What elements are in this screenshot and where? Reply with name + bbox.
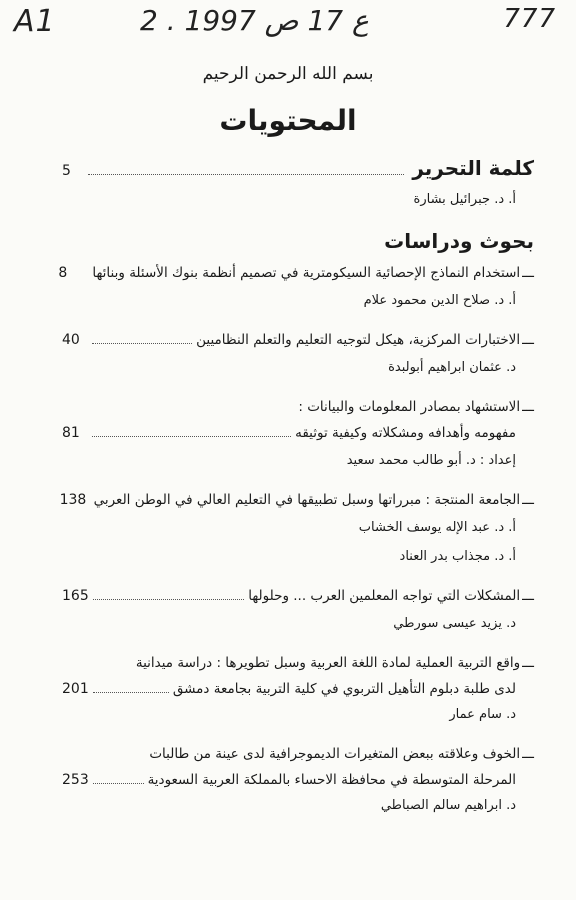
bismillah: بسم الله الرحمن الرحيم xyxy=(202,64,374,84)
entry-author: د. يزيد عيسى سورطي xyxy=(393,616,516,631)
dot-leader xyxy=(93,599,244,600)
entry-title: المشكلات التي تواجه المعلمين العرب ... وحلولها xyxy=(248,588,521,604)
entry-author: د. ابراهيم سالم الصباطي xyxy=(380,798,516,813)
entry-title: الخوف وعلاقته ببعض المتغيرات الديموجرافية لدى عينة من طالبات xyxy=(149,746,521,762)
editorial-author: أ. د. جبرائيل بشارة xyxy=(413,192,516,207)
entry-title: الاختبارات المركزية، هيكل لتوجيه التعليم والتعلم النظاميين xyxy=(196,332,521,348)
entry-page-number: 138 xyxy=(59,492,87,508)
entry-author: أ. د. عبد الإله يوسف الخشاب xyxy=(358,520,516,535)
research-heading: بحوث ودراسات xyxy=(384,229,534,253)
entry-line: ـــ الاختبارات المركزية، هيكل لتوجيه التعليم والتعلم النظاميين 40 xyxy=(62,332,534,348)
entry-title: الاستشهاد بمصادر المعلومات والبيانات : xyxy=(298,399,521,415)
toc-entry xyxy=(62,588,534,631)
entry-title: واقع التربية العملية لمادة اللغة العربية وسبل تطويرها : دراسة ميدانية xyxy=(135,655,521,671)
dot-leader xyxy=(93,692,169,693)
table-of-contents xyxy=(58,156,534,825)
entry-line xyxy=(62,425,516,441)
toc-entry xyxy=(62,399,534,468)
entry-author: إعداد : د. أبو طالب محمد سعيد xyxy=(346,453,516,468)
toc-entry xyxy=(62,332,534,375)
editorial-heading: كلمة التحرير xyxy=(412,156,534,180)
entry-author: أ. د. مجذاب بدر العناد xyxy=(399,549,516,564)
toc-entry xyxy=(58,265,534,308)
entry-page-number: 40 xyxy=(62,332,80,348)
entry-line xyxy=(62,772,516,788)
entry-title: الجامعة المنتجة : مبرراتها وسبل تطبيقها في التعليم العالي في الوطن العربي xyxy=(93,492,521,508)
entry-page-number: 165 xyxy=(62,588,89,604)
toc-entry xyxy=(62,746,534,813)
entry-title-cont: المرحلة المتوسطة في محافظة الاحساء بالمملكة العربية السعودية xyxy=(147,772,516,788)
research-heading-row xyxy=(62,229,534,253)
dot-leader xyxy=(92,343,192,344)
entry-page-number: 201 xyxy=(62,681,89,697)
dot-leader xyxy=(93,783,144,784)
entry-page-number: 8 xyxy=(58,265,68,281)
handwritten-number-right: 777 xyxy=(503,4,556,34)
editorial-section xyxy=(62,156,534,207)
entry-line: ـــ الخوف وعلاقته ببعض المتغيرات الديموجرافية لدى عينة من طالبات xyxy=(149,746,534,762)
entry-title: استخدام النماذج الإحصائية السيكومترية في تصميم أنظمة بنوك الأسئلة وبنائها xyxy=(92,265,521,281)
entry-line: ـــ الاستشهاد بمصادر المعلومات والبيانات : xyxy=(298,399,534,415)
editorial-heading-row xyxy=(62,156,534,180)
entry-page-number: 81 xyxy=(62,425,80,441)
entry-line xyxy=(62,681,516,697)
entry-line: ـــ المشكلات التي تواجه المعلمين العرب ... وحلولها 165 xyxy=(62,588,534,604)
entry-title-cont: مفهومه وأهدافه ومشكلاته وكيفية توثيقه xyxy=(295,425,516,441)
entry-author: د. سام عمار xyxy=(449,707,516,722)
toc-entry xyxy=(59,492,534,564)
editorial-page-number: 5 xyxy=(62,163,71,179)
entry-author: أ. د. صلاح الدين محمود علام xyxy=(363,293,516,308)
toc-entry xyxy=(62,655,534,722)
dot-leader xyxy=(88,174,404,175)
dot-leader xyxy=(92,436,291,437)
entry-author: د. عثمان ابراهيم أبولبدة xyxy=(388,360,516,375)
entry-page-number: 253 xyxy=(62,772,89,788)
handwritten-date: 2 . ع 17 ص 1997 xyxy=(140,4,369,37)
entry-line: ـــ الجامعة المنتجة : مبرراتها وسبل تطبيقها في التعليم العالي في الوطن العربي 138 xyxy=(59,492,534,508)
entry-line: ـــ واقع التربية العملية لمادة اللغة العربية وسبل تطويرها : دراسة ميدانية xyxy=(135,655,534,671)
page-title: المحتويات xyxy=(219,104,357,137)
entry-title-cont: لدى طلبة دبلوم التأهيل التربوي في كلية التربية بجامعة دمشق xyxy=(172,681,516,697)
entry-line: ـــ استخدام النماذج الإحصائية السيكومترية في تصميم أنظمة بنوك الأسئلة وبنائها 8 xyxy=(58,265,534,281)
handwritten-code-left: A1 xyxy=(14,4,56,39)
